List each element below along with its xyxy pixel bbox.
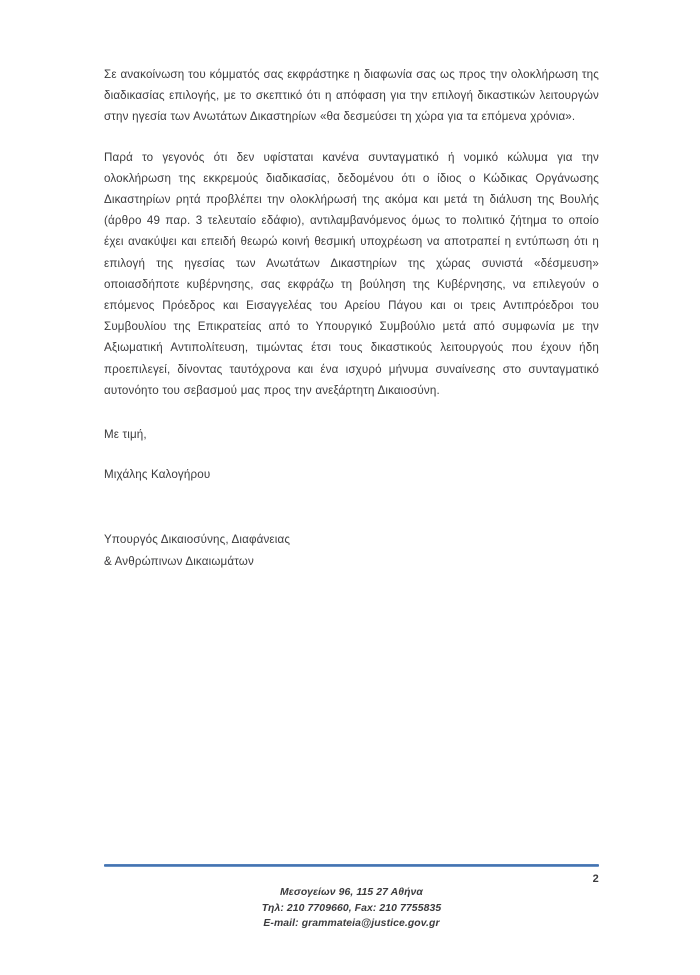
signatory-name: Μιχάλης Καλογήρου: [104, 468, 211, 482]
footer-phone-fax: Τηλ: 210 7709660, Fax: 210 7755835: [261, 902, 442, 914]
paragraph-2: Παρά το γεγονός ότι δεν υφίσταται κανένα συνταγματικό ή νομικό κώλυμα για την ολοκλήρωση της εκκρεμούς διαδικασίας, δεδομένου ότι ο ίδιος ο Κώδικας Οργάνωσης Δικαστηρίων ρητά προβλέπει την ολοκλήρωσή της ακόμα και μετά τη διάλυση της Βουλής (άρθρο 49 παρ. 3 τελευταίο εδάφιο), αντιλαμβανόμενος όμως το πολιτικό ζήτημα το οποίο έχει ανακύψει και επειδή θεωρώ κοινή θεσμική υποχρέωση να αποτραπεί η εντύπωση ότι η επιλογή της ηγεσίας των Ανωτάτων Δικαστηρίων της χώρας συνιστά «δέσμευση» οποιασδήποτε κυβέρνησης, σας εκφράζω τη βούληση της Κυβέρνησης, να επιλεγούν ο επόμενος Πρόεδρος και Εισαγγελέας του Αρείου Πάγου και οι τρεις Αντιπρόεδροι του Συμβουλίου της Επικρατείας από το Υπουργικό Συμβούλιο μετά από συμφωνία με την Αξιωματική Αντιπολίτευση, τιμώντας έτσι τους δικαστικούς λειτουργούς που έχουν ήδη προεπιλεγεί, δίνοντας ταυτόχρονα και ένα ισχυρό μήνυμα συναίνεσης στο συνταγματικό αυτονόητο του σεβασμού μας προς την ανεξάρτητη Δικαιοσύνη.: [104, 150, 599, 397]
page-footer: [104, 864, 599, 932]
closing-salutation: Με τιμή,: [104, 428, 147, 442]
footer-email: E-mail: grammateia@justice.gov.gr: [263, 918, 440, 930]
signatory-title-line-2: & Ανθρώπινων Δικαιωμάτων: [104, 554, 254, 568]
signatory-title: [104, 485, 599, 571]
signatory-title-line-1: Υπουργός Δικαιοσύνης, Διαφάνειας: [104, 533, 291, 547]
page-number: 2: [592, 873, 599, 885]
footer-contact-block: [104, 867, 599, 932]
footer-address: Μεσογείων 96, 115 27 Αθήνα: [280, 887, 423, 898]
paragraph-1: Σε ανακοίνωση του κόμματός σας εκφράστηκε η διαφωνία σας ως προς την ολοκλήρωση της διαδικασίας επιλογής, με το σκεπτικό ότι η απόφαση για την επιλογή δικαστικών λειτουργών στην ηγεσία των Ανωτάτων Δικαστηρίων «θα δεσμεύσει τη χώρα για τα επόμενα χρόνια».: [104, 68, 599, 124]
letter-body: [104, 64, 599, 572]
